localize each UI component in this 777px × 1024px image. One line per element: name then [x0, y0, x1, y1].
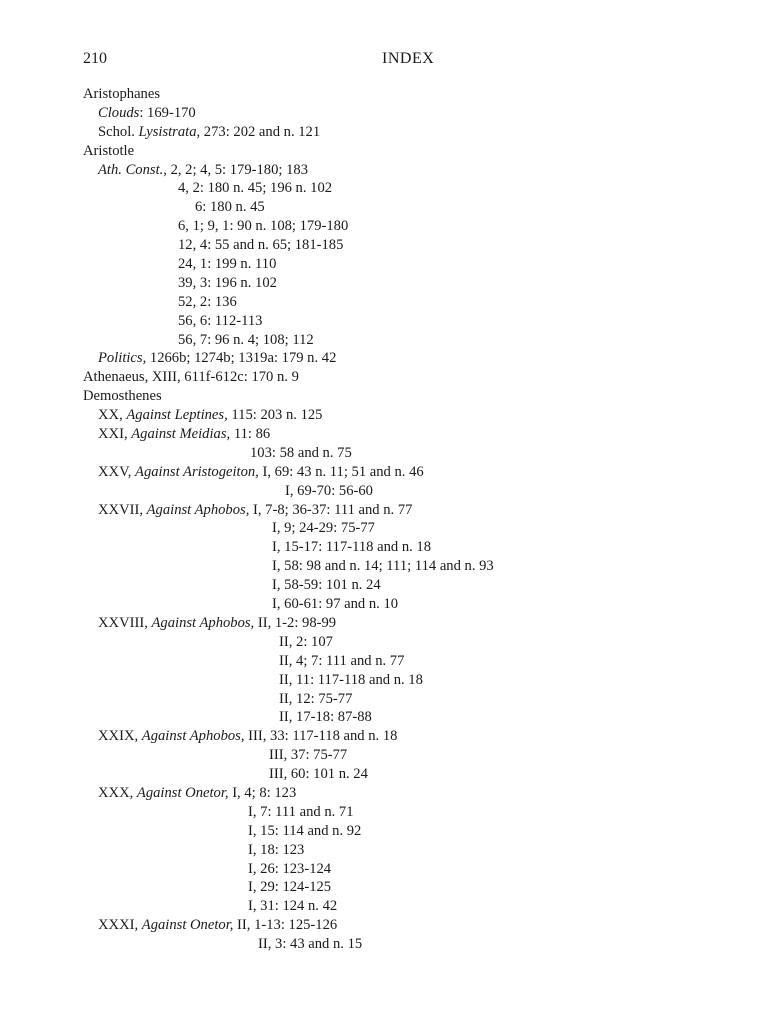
index-entry: [0, 841, 777, 860]
entry-prefix: I, 58-59: 101 n. 24: [272, 577, 381, 594]
index-entry: [0, 274, 777, 293]
entry-locator: II, 1-2: 98-99: [254, 614, 337, 631]
entry-title-italic: Against Onetor,: [141, 917, 234, 934]
index-entry-text: [272, 538, 431, 557]
entry-title-italic: Against Aphobos,: [151, 614, 255, 631]
index-entry-text: [279, 633, 333, 652]
index-entry: [0, 425, 777, 444]
index-entry-text: [272, 519, 375, 538]
index-entry: [0, 765, 777, 784]
index-entry: [0, 557, 777, 576]
entry-prefix: Aristophanes: [83, 86, 161, 102]
entry-prefix: I, 31: 124 n. 42: [248, 898, 338, 915]
index-entry-text: [279, 671, 423, 690]
entry-title-italic: Ath. Const.,: [98, 161, 167, 178]
index-entry: [0, 652, 777, 671]
index-entry-text: [269, 765, 368, 784]
entry-prefix: II, 11: 117-118 and n. 18: [279, 671, 423, 688]
index-entry-text: [272, 576, 381, 595]
index-entry: [0, 784, 777, 803]
index-entry: [0, 255, 777, 274]
index-entry-text: [98, 406, 322, 425]
index-entry-text: [98, 123, 320, 142]
entry-prefix: XXI,: [98, 426, 132, 443]
entry-prefix: Schol.: [98, 123, 139, 140]
index-entry: [0, 463, 777, 482]
index-entry-text: [98, 501, 412, 520]
index-entry-text: [195, 198, 265, 217]
entry-prefix: I, 18: 123: [248, 841, 305, 858]
entry-locator: 11: 86: [230, 426, 271, 443]
index-entry-text: [178, 293, 237, 312]
index-entry: [0, 727, 777, 746]
index-entry: [0, 519, 777, 538]
index-entry: [0, 690, 777, 709]
index-entry: [0, 708, 777, 727]
entry-prefix: II, 17-18: 87-88: [279, 709, 372, 726]
index-entry-text: [98, 425, 270, 444]
entry-prefix: 52, 2: 136: [178, 293, 237, 310]
entry-prefix: 56, 7: 96 n. 4; 108; 112: [178, 331, 314, 348]
index-entry-text: [178, 179, 332, 198]
entry-prefix: Demosthenes: [83, 388, 162, 405]
index-entry-text: [250, 444, 352, 463]
index-entry-text: [279, 652, 404, 671]
index-entry: [0, 161, 777, 180]
index-entry: [0, 935, 777, 954]
index-entry: [0, 482, 777, 501]
index-entry: [0, 123, 777, 142]
index-entry-text: [83, 368, 299, 387]
index-entry: [0, 803, 777, 822]
index-entry: [0, 633, 777, 652]
index-entry: [0, 349, 777, 368]
index-entry: [0, 406, 777, 425]
index-entry-text: [178, 331, 314, 350]
entry-title-italic: Against Aphobos,: [146, 501, 250, 518]
entry-prefix: 39, 3: 196 n. 102: [178, 274, 277, 291]
index-entry: [0, 444, 777, 463]
index-entry-text: [269, 746, 347, 765]
entry-prefix: XXVIII,: [98, 614, 152, 631]
index-entry-text: [248, 897, 337, 916]
entry-prefix: II, 12: 75-77: [279, 690, 353, 707]
page-number: 210: [83, 50, 107, 67]
entry-title-italic: Against Aphobos,: [141, 728, 245, 745]
index-entry-text: [248, 841, 304, 860]
entry-prefix: III, 60: 101 n. 24: [269, 766, 368, 783]
index-list: [0, 85, 777, 954]
entry-prefix: 6: 180 n. 45: [195, 199, 265, 216]
index-entry-text: [83, 85, 160, 104]
entry-prefix: XXIX,: [98, 728, 142, 745]
entry-prefix: 6, 1; 9, 1: 90 n. 108; 179-180: [178, 218, 349, 235]
entry-locator: 2, 2; 4, 5: 179-180; 183: [166, 161, 308, 178]
entry-locator: III, 33: 117-118 and n. 18: [244, 728, 398, 745]
entry-locator: : 169-170: [139, 104, 196, 121]
entry-locator: II, 1-13: 125-126: [233, 917, 338, 934]
index-entry: [0, 538, 777, 557]
entry-prefix: XXV,: [98, 463, 136, 480]
index-entry-text: [98, 463, 424, 482]
entry-title-italic: Politics,: [98, 350, 147, 367]
entry-title-italic: Clouds: [98, 104, 140, 121]
index-entry: [0, 746, 777, 765]
index-entry: [0, 217, 777, 236]
entry-prefix: 103: 58 and n. 75: [250, 444, 352, 461]
entry-prefix: II, 4; 7: 111 and n. 77: [279, 652, 405, 669]
index-entry-text: [248, 878, 331, 897]
entry-locator: I, 4; 8: 123: [228, 784, 297, 801]
index-entry-text: [98, 161, 308, 180]
entry-prefix: XXXI,: [98, 917, 142, 934]
index-entry-text: [279, 708, 372, 727]
index-entry-text: [279, 690, 352, 709]
entry-prefix: 24, 1: 199 n. 110: [178, 256, 277, 273]
index-entry-text: [98, 784, 296, 803]
index-entry-text: [178, 236, 343, 255]
entry-prefix: Athenaeus, XIII, 611f-612c: 170 n. 9: [83, 369, 299, 386]
entry-prefix: I, 60-61: 97 and n. 10: [272, 596, 399, 613]
entry-prefix: I, 7: 111 and n. 71: [248, 803, 354, 820]
index-entry: [0, 822, 777, 841]
entry-prefix: I, 58: 98 and n. 14; 111; 114 and n. 93: [272, 558, 494, 575]
index-entry: [0, 387, 777, 406]
index-entry: [0, 614, 777, 633]
entry-prefix: XX,: [98, 407, 127, 424]
entry-locator: I, 69: 43 n. 11; 51 and n. 46: [258, 463, 424, 480]
entry-prefix: 56, 6: 112-113: [178, 312, 263, 329]
entry-title-italic: Against Meidias,: [131, 426, 231, 443]
index-entry-text: [248, 860, 331, 879]
entry-prefix: XXVII,: [98, 501, 147, 518]
index-entry-text: [248, 822, 361, 841]
entry-prefix: III, 37: 75-77: [269, 747, 348, 764]
index-entry-text: [258, 935, 362, 954]
index-entry: [0, 85, 777, 104]
index-entry-text: [178, 217, 348, 236]
index-entry: [0, 576, 777, 595]
index-entry: [0, 671, 777, 690]
entry-prefix: I, 15-17: 117-118 and n. 18: [272, 539, 432, 556]
entry-title-italic: Lysistrata,: [138, 123, 201, 140]
index-entry: [0, 293, 777, 312]
index-entry: [0, 878, 777, 897]
index-entry: [0, 916, 777, 935]
index-entry: [0, 860, 777, 879]
index-entry-text: [98, 614, 336, 633]
index-entry-text: [248, 803, 354, 822]
index-entry-text: [83, 387, 162, 406]
index-entry-text: [98, 916, 337, 935]
entry-prefix: 12, 4: 55 and n. 65; 181-185: [178, 237, 344, 254]
index-entry-text: [98, 104, 196, 123]
entry-prefix: I, 69-70: 56-60: [285, 482, 373, 499]
entry-prefix: I, 15: 114 and n. 92: [248, 822, 362, 839]
entry-prefix: I, 26: 123-124: [248, 860, 332, 877]
entry-prefix: I, 29: 124-125: [248, 879, 332, 896]
index-entry-text: [272, 557, 494, 576]
index-entry-text: [98, 727, 397, 746]
index-entry: [0, 312, 777, 331]
entry-prefix: 4, 2: 180 n. 45; 196 n. 102: [178, 180, 333, 197]
entry-title-italic: Against Leptines,: [126, 407, 228, 424]
running-head: INDEX: [382, 50, 435, 67]
index-entry-text: [285, 482, 373, 501]
entry-prefix: XXX,: [98, 784, 137, 801]
entry-locator: I, 7-8; 36-37: 111 and n. 77: [249, 501, 413, 518]
index-entry: [0, 501, 777, 520]
index-entry-text: [272, 595, 398, 614]
entry-locator: 273: 202 and n. 121: [200, 123, 321, 140]
index-entry-text: [178, 255, 276, 274]
entry-prefix: Aristotle: [83, 142, 135, 159]
entry-title-italic: Against Aristogeiton,: [135, 463, 259, 480]
index-entry: [0, 104, 777, 123]
entry-title-italic: Against Onetor,: [136, 784, 229, 801]
index-entry: [0, 198, 777, 217]
index-entry: [0, 595, 777, 614]
entry-locator: 1266b; 1274b; 1319a: 179 n. 42: [146, 350, 337, 367]
index-entry: [0, 236, 777, 255]
index-entry: [0, 897, 777, 916]
index-entry: [0, 179, 777, 198]
index-entry-text: [178, 274, 277, 293]
entry-prefix: II, 3: 43 and n. 15: [258, 936, 363, 953]
index-entry-text: [178, 312, 262, 331]
index-entry: [0, 142, 777, 161]
entry-prefix: I, 9; 24-29: 75-77: [272, 520, 375, 537]
index-entry-text: [83, 142, 134, 161]
index-entry: [0, 368, 777, 387]
entry-locator: 115: 203 n. 125: [227, 407, 323, 424]
index-entry-text: [98, 349, 336, 368]
index-entry: [0, 331, 777, 350]
entry-prefix: II, 2: 107: [279, 633, 333, 650]
